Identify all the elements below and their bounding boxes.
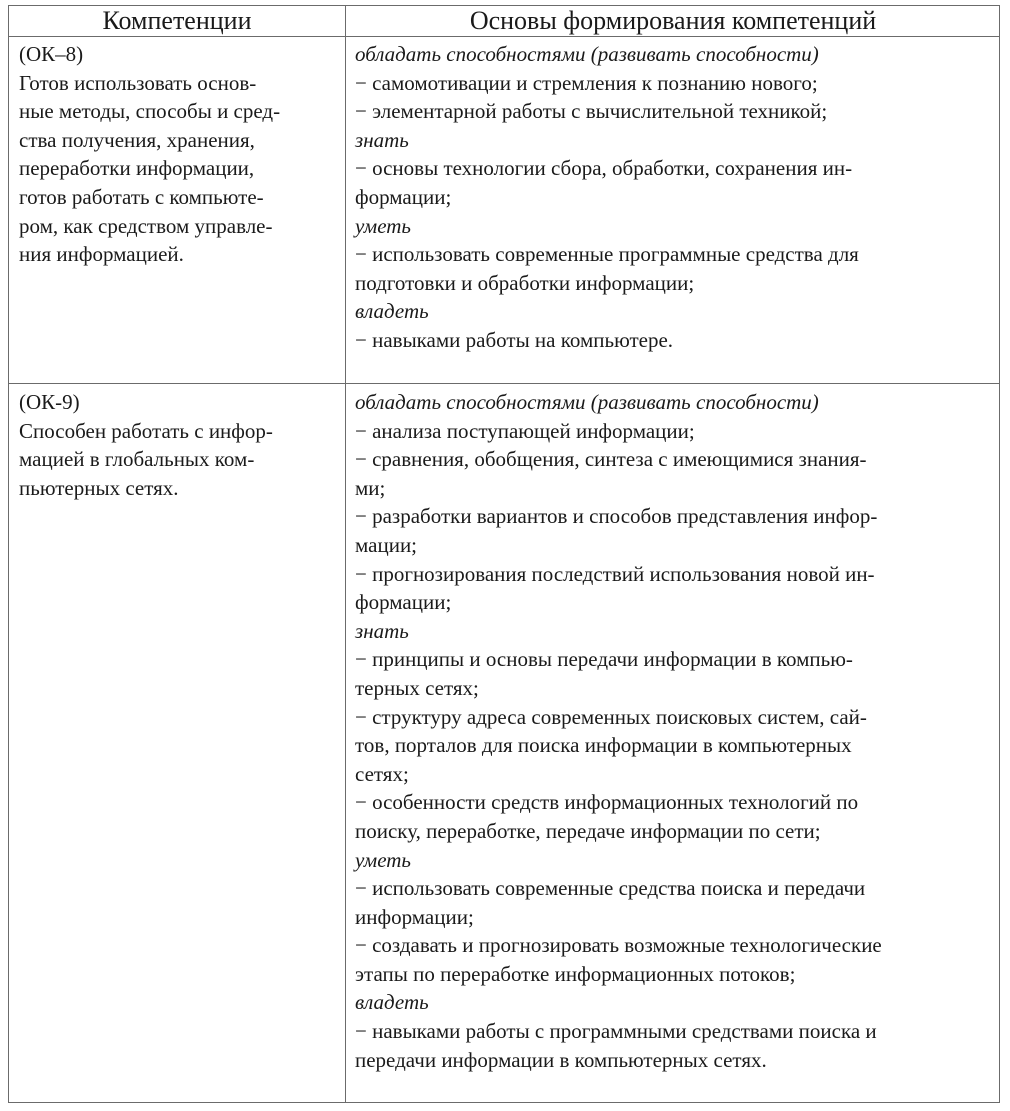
competency-text-line: ства получения, хранения, xyxy=(19,127,255,152)
basis-line: − особенности средств информационных технологий по xyxy=(355,790,859,815)
competency-code: (ОК-9) xyxy=(19,390,80,414)
basis-line: − самомотивации и стремления к познанию нового; xyxy=(355,70,818,95)
header-divider xyxy=(9,36,999,37)
basis-line: − разработки вариантов и способов представления инфор- xyxy=(355,504,878,529)
basis-line: − структуру адреса современных поисковых систем, сай- xyxy=(355,704,867,729)
basis-line: терных сетях; xyxy=(355,675,479,700)
basis-line: ми; xyxy=(355,475,386,500)
basis-heading: знать xyxy=(355,127,409,152)
basis-heading: уметь xyxy=(355,213,411,238)
basis-line: сетях; xyxy=(355,761,409,786)
competency-text-line: готов работать с компьюте- xyxy=(19,184,264,209)
competency-text-line: Способен работать с инфор- xyxy=(19,418,273,443)
row-divider xyxy=(9,383,999,384)
basis-line: − сравнения, обобщения, синтеза с имеющимися знания- xyxy=(355,447,867,472)
header-basis: Основы формирования компетенций xyxy=(469,6,877,35)
row-ok9-competency xyxy=(19,388,341,502)
competency-text-line: ния информацией. xyxy=(19,242,184,267)
basis-line: формации; xyxy=(355,184,452,209)
row-ok9-basis xyxy=(355,388,995,1074)
basis-line: − элементарной работы с вычислительной техникой; xyxy=(355,99,828,124)
basis-heading: владеть xyxy=(355,299,429,324)
basis-line: мации; xyxy=(355,532,418,557)
basis-line: − принципы и основы передачи информации в компью- xyxy=(355,647,853,672)
basis-heading: обладать способностями (развивать способности) xyxy=(355,42,819,66)
competency-code: (ОК–8) xyxy=(19,42,84,66)
competency-text-line: переработки информации, xyxy=(19,156,255,181)
basis-line: передачи информации в компьютерных сетях. xyxy=(355,1047,767,1072)
basis-line: − основы технологии сбора, обработки, сохранения ин- xyxy=(355,156,853,181)
competency-text-line: пьютерных сетях. xyxy=(19,475,179,500)
competency-text-line: ром, как средством управле- xyxy=(19,213,273,238)
competency-text-line: Готов использовать основ- xyxy=(19,70,257,95)
row-ok8-competency xyxy=(19,40,341,269)
basis-heading: владеть xyxy=(355,990,429,1015)
basis-heading: уметь xyxy=(355,847,411,872)
basis-line: поиску, переработке, передаче информации по сети; xyxy=(355,818,821,843)
basis-line: − прогнозирования последствий использования новой ин- xyxy=(355,561,875,586)
basis-line: этапы по переработке информационных потоков; xyxy=(355,961,796,986)
competency-text-line: ные методы, способы и сред- xyxy=(19,99,281,124)
basis-line: − анализа поступающей информации; xyxy=(355,418,695,443)
basis-heading: обладать способностями (развивать способности) xyxy=(355,390,819,414)
basis-line: подготовки и обработки информации; xyxy=(355,270,695,295)
header-competencies: Компетенции xyxy=(102,6,252,35)
basis-line: − создавать и прогнозировать возможные технологические xyxy=(355,933,882,958)
basis-heading: знать xyxy=(355,618,409,643)
competency-text-line: мацией в глобальных ком- xyxy=(19,447,255,472)
basis-line: формации; xyxy=(355,590,452,615)
basis-line: − навыками работы с программными средствами поиска и xyxy=(355,1019,877,1044)
column-divider xyxy=(345,6,346,1102)
basis-line: − использовать современные средства поиска и передачи xyxy=(355,876,866,901)
basis-line: информации; xyxy=(355,904,474,929)
basis-line: тов, порталов для поиска информации в компьютерных xyxy=(355,733,852,758)
basis-line: − навыками работы на компьютере. xyxy=(355,327,674,352)
basis-line: − использовать современные программные средства для xyxy=(355,242,859,267)
competency-table xyxy=(8,5,1000,1103)
row-ok8-basis xyxy=(355,40,995,355)
